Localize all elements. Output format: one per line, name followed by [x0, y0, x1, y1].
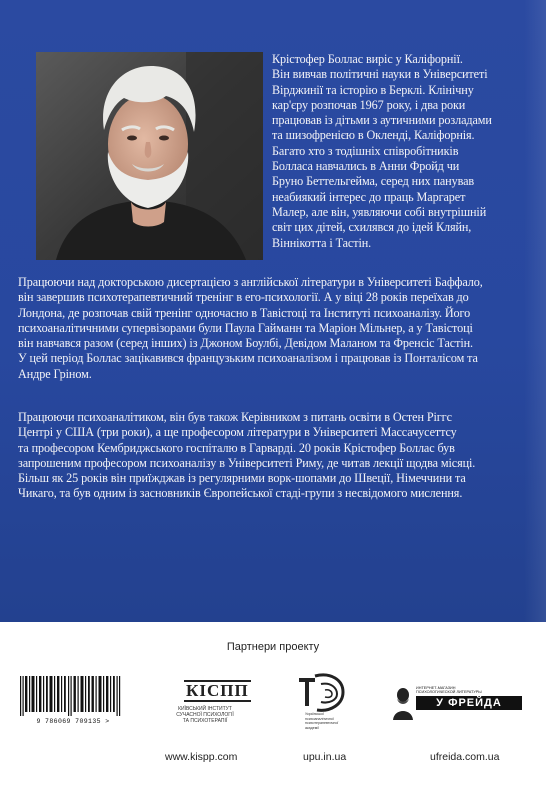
- bio-line: Болласа навчались в Анни Фройд чи: [272, 159, 460, 174]
- bio-line: Вірджинії та історію в Берклі. Клінічну: [272, 82, 474, 97]
- bio-line: Лондона, де розпочав свій тренінг одночасно в Тавістоці та Інституті психоаналізу. Його: [18, 305, 471, 320]
- ufreida-logo-caption: ИНТЕРНЕТ-МАГАЗИН ПСИХОЛОГИЧЕСКОЙ ЛИТЕРАТУРЫ: [416, 686, 482, 695]
- bio-line: психоаналітичними супервізорами були Паула Гайманн та Маріон Мільнер, а у Тавістоці: [18, 320, 473, 335]
- bio-line: працював із дітьми з аутичними розладами: [272, 113, 492, 128]
- bio-line: Бруно Беттельгейма, серед них панував: [272, 174, 475, 189]
- upu-emblem-icon: [285, 672, 375, 714]
- kispp-logo-caption: КИЇВСЬКИЙ ІНСТИТУТ СУЧАСНОЇ ПСИХОЛОГІЇ ТА ПСИХОТЕРАПІЇ: [176, 706, 234, 724]
- bio-line: кар'єру розпочав 1967 року, і два роки: [272, 97, 466, 112]
- kispp-logo-mark: КІСПП: [186, 681, 249, 700]
- bio-line: світ цих дітей, схилявся до ідей Кляйн,: [272, 220, 472, 235]
- upu-url-link[interactable]: upu.in.ua: [303, 751, 347, 763]
- ufreida-logo-name: У ФРЕЙДА: [416, 696, 522, 710]
- freud-portrait-icon: [392, 686, 414, 720]
- bio-line: Андре Гріном.: [18, 366, 92, 381]
- bio-line: він завершив психотерапевтичний тренінг в его-психології. А у віці 28 років переїхав до: [18, 290, 469, 305]
- bio-line: він навчався разом (серед інших) із Джоном Боулбі, Девідом Маланом та Френсіс Тастін.: [18, 336, 473, 351]
- bio-paragraph-1: [272, 52, 534, 251]
- bio-line: неабиякий інтерес до праць Маргарет: [272, 189, 466, 204]
- isbn-barcode: [18, 676, 128, 716]
- bio-line: запрошеним професором психоаналізу в Університеті Риму, де читав лекції щодва місяці.: [18, 455, 476, 470]
- bio-line: Центрі у США (три роки), а ще професором літератури в Університеті Массачусеттсу: [18, 425, 457, 440]
- isbn-number: 9 786069 709135 >: [36, 718, 110, 725]
- bio-paragraph-2: [18, 275, 534, 382]
- bio-line: Він вивчав політичні науки в Університеті: [272, 67, 488, 82]
- bio-line: та професором Кембриджського госпіталю в Гарварді. 20 років Крістофер Боллас був: [18, 440, 455, 455]
- bio-line: Багато хто з тодішніх співробітників: [272, 143, 459, 158]
- upu-logo-caption: Української психоаналітичної психотерапевтичної академії: [305, 712, 339, 730]
- ufreida-url-link[interactable]: ufreida.com.ua: [430, 751, 500, 763]
- bio-line: Чикаго, та був одним із засновників Європейської стаді-групи з несвідомого мислення.: [18, 486, 463, 501]
- bio-line: Віннікотта і Тастін.: [272, 235, 372, 250]
- partners-title: Партнери проекту: [226, 641, 320, 653]
- bio-line: Крістофер Боллас виріс у Каліфорнії.: [272, 52, 463, 66]
- kispp-logo[interactable]: [150, 680, 260, 728]
- bio-line: У цей період Боллас зацікавився французьким психоаналізом і працював із Понталісом та: [18, 351, 478, 366]
- bio-line: Працюючи над докторською дисертацією з англійської літератури в Університеті Баффало,: [18, 275, 483, 289]
- bio-paragraph-3: [18, 410, 534, 502]
- bio-line: Працюючи психоаналітиком, він був також Керівником з питань освіти в Остен Ріггс: [18, 410, 452, 424]
- upu-logo[interactable]: [285, 672, 375, 732]
- kispp-url-link[interactable]: www.kispp.com: [165, 751, 238, 763]
- bio-line: Малер, але він, уявляючи собі внутрішній: [272, 204, 487, 219]
- bio-line: та шизофренією в Окленді, Каліфорнія.: [272, 128, 475, 143]
- author-portrait-illustration: [36, 52, 263, 260]
- ufreida-logo[interactable]: [392, 686, 522, 726]
- author-photo: [36, 52, 263, 260]
- bio-line: Більш як 25 років він приїжджав із регулярними ворк-шопами до Швеції, Німеччини та: [18, 471, 466, 486]
